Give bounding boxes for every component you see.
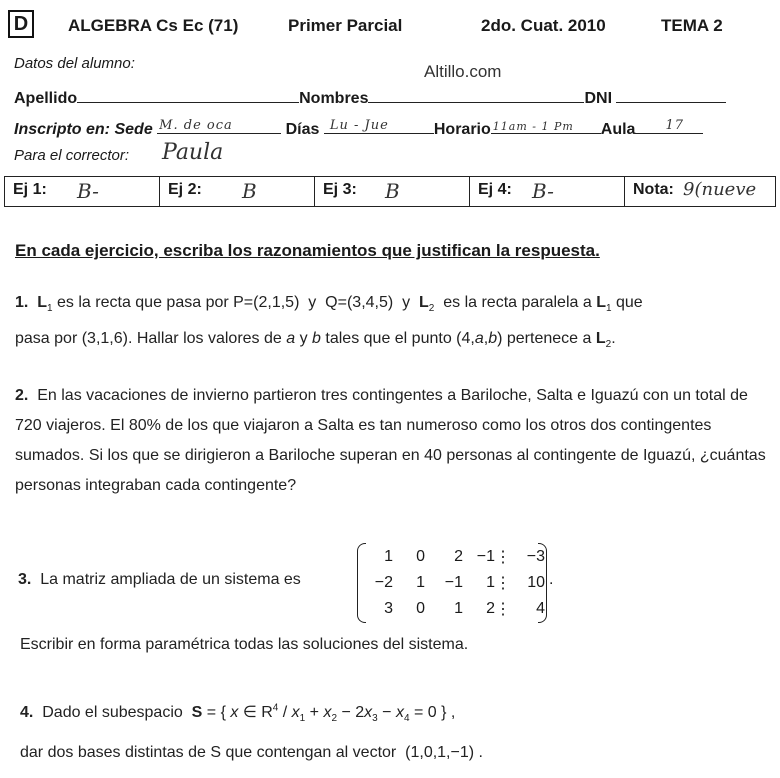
exercise-1: 1. $L_1$ es la recta que pasa por P=(2,1,5) y Q=(3,4,5) y $L_2$ es la recta paralela a $L_1$ que pasa por (3,1,6). Hallar los valores de a y b tales que el punto (4,a,b) pertenece a $L_2$. xyxy=(15,294,643,351)
exercise-2-number: 2. xyxy=(15,387,29,404)
matrix-cell: −1 xyxy=(444,574,463,591)
dni-label: DNI xyxy=(584,90,613,107)
grade-value-ej4: B- xyxy=(532,179,554,203)
matrix-cell: −2 xyxy=(374,574,393,591)
grade-cell-nota xyxy=(625,177,775,206)
grade-label-ej3: Ej 3: xyxy=(323,181,357,198)
matrix-right-bracket xyxy=(538,543,547,623)
tema-letter: D xyxy=(8,10,34,38)
exercise-3-number: 3. xyxy=(18,571,32,588)
matrix-cell: 0 xyxy=(416,548,425,565)
matrix-cell: −3 xyxy=(526,548,545,565)
matrix-cell: 2 xyxy=(486,600,495,617)
term: 2do. Cuat. 2010 xyxy=(481,16,606,35)
dias-label: Días xyxy=(285,121,320,138)
grade-cell-ej1 xyxy=(5,177,160,206)
apellido-label: Apellido xyxy=(14,90,78,107)
grade-value-ej1: B- xyxy=(77,179,99,203)
apellido-row xyxy=(14,84,726,108)
subspace-definition: S = { x ∈ $R^4 / x_1 + x_2 - 2x_3 - x_4 = 0$ } , xyxy=(191,702,456,725)
sede-field[interactable] xyxy=(157,115,281,134)
sede-label: Sede xyxy=(114,121,153,138)
student-section-label: Datos del alumno: xyxy=(14,55,135,72)
grade-value-nota: 9(nueve xyxy=(683,179,757,200)
matrix-period: . xyxy=(549,571,554,588)
corrector-name: Paula xyxy=(162,140,224,165)
exercise-2 xyxy=(15,381,767,501)
exercise-4-intro: Dado el subespacio xyxy=(42,704,183,721)
matrix-separator: ⋮ xyxy=(495,601,511,618)
matrix-cell: 10 xyxy=(527,574,545,591)
watermark: Altillo.com xyxy=(424,62,502,81)
exercise-3 xyxy=(18,571,301,589)
matrix-cell: 1 xyxy=(416,574,425,591)
matrix-table xyxy=(367,544,545,622)
matrix-separator: ⋮ xyxy=(495,575,511,592)
vector: (1,0,1,−1) xyxy=(405,744,475,761)
exercise-4-follow: dar dos bases distintas de S que contengan al vector xyxy=(20,744,397,761)
grade-value-ej3: B xyxy=(385,179,400,203)
grade-label-ej2: Ej 2: xyxy=(168,181,202,198)
grade-table xyxy=(4,176,776,207)
exercise-3-follow: Escribir en forma paramétrica todas las soluciones del sistema. xyxy=(20,636,469,653)
matrix-cell: 3 xyxy=(384,600,393,617)
nombres-label: Nombres xyxy=(299,90,369,107)
grade-cell-ej3 xyxy=(315,177,470,206)
exercise-2-text: En las vacaciones de invierno partieron tres contingentes a Bariloche, Salta e Iguazú con un total de 720 viajeros. El 80% de los que viajaron a Salta es tan numeroso como los otros dos contingentes sumados. Si los que se dirigieron a Bariloche superan en 40 personas al contingente de Iguazú, ¿cuántas personas integraban cada contingente? xyxy=(15,387,766,494)
matrix-left-bracket xyxy=(357,543,366,623)
matrix-cell: 1 xyxy=(486,574,495,591)
inscripto-label: Inscripto en: xyxy=(14,121,111,138)
exercise-4-number: 4. xyxy=(20,704,34,721)
exercise-3-text: La matriz ampliada de un sistema es xyxy=(40,571,301,588)
course-name: ALGEBRA Cs Ec (71) xyxy=(68,16,239,35)
aula-label: Aula xyxy=(600,121,636,138)
dni-field[interactable] xyxy=(616,84,726,103)
exercise-1-number: 1. xyxy=(15,294,29,311)
matrix-cell: 2 xyxy=(454,548,463,565)
matrix-cell: −1 xyxy=(476,548,495,565)
grade-cell-ej2 xyxy=(160,177,315,206)
dias-field[interactable] xyxy=(324,115,434,134)
matrix-cell: 0 xyxy=(416,600,425,617)
grade-label-ej4: Ej 4: xyxy=(478,181,512,198)
apellido-field[interactable] xyxy=(77,84,299,103)
corrector-label: Para el corrector: xyxy=(14,147,130,164)
nombres-field[interactable] xyxy=(368,84,584,103)
exercise-4 xyxy=(20,702,455,724)
dias-value: Lu - Jue xyxy=(329,118,389,133)
matrix-cell: 4 xyxy=(536,600,545,617)
inscripto-row xyxy=(14,115,703,139)
horario-label: Horario xyxy=(433,121,491,138)
grade-value-ej2: B xyxy=(242,179,257,203)
matrix-cell: 1 xyxy=(384,548,393,565)
instructions: En cada ejercicio, escriba los razonamientos que justifican la respuesta. xyxy=(15,241,600,260)
sede-value: M. de oca xyxy=(159,118,233,133)
theme: TEMA 2 xyxy=(661,16,723,35)
horario-value: 11am - 1 Pm xyxy=(492,120,574,133)
grade-label-nota: Nota: xyxy=(633,181,674,198)
exam-name: Primer Parcial xyxy=(288,16,403,35)
grade-label-ej1: Ej 1: xyxy=(13,181,47,198)
grade-cell-ej4 xyxy=(470,177,625,206)
exercise-4-line2: dar dos bases distintas de S que contengan al vector (1,0,1,−1) . xyxy=(20,744,483,761)
aula-field[interactable] xyxy=(635,115,703,134)
augmented-matrix xyxy=(357,543,547,623)
horario-field[interactable] xyxy=(491,115,601,134)
matrix-separator: ⋮ xyxy=(495,549,511,566)
matrix-cell: 1 xyxy=(454,600,463,617)
aula-value: 17 xyxy=(665,118,684,133)
